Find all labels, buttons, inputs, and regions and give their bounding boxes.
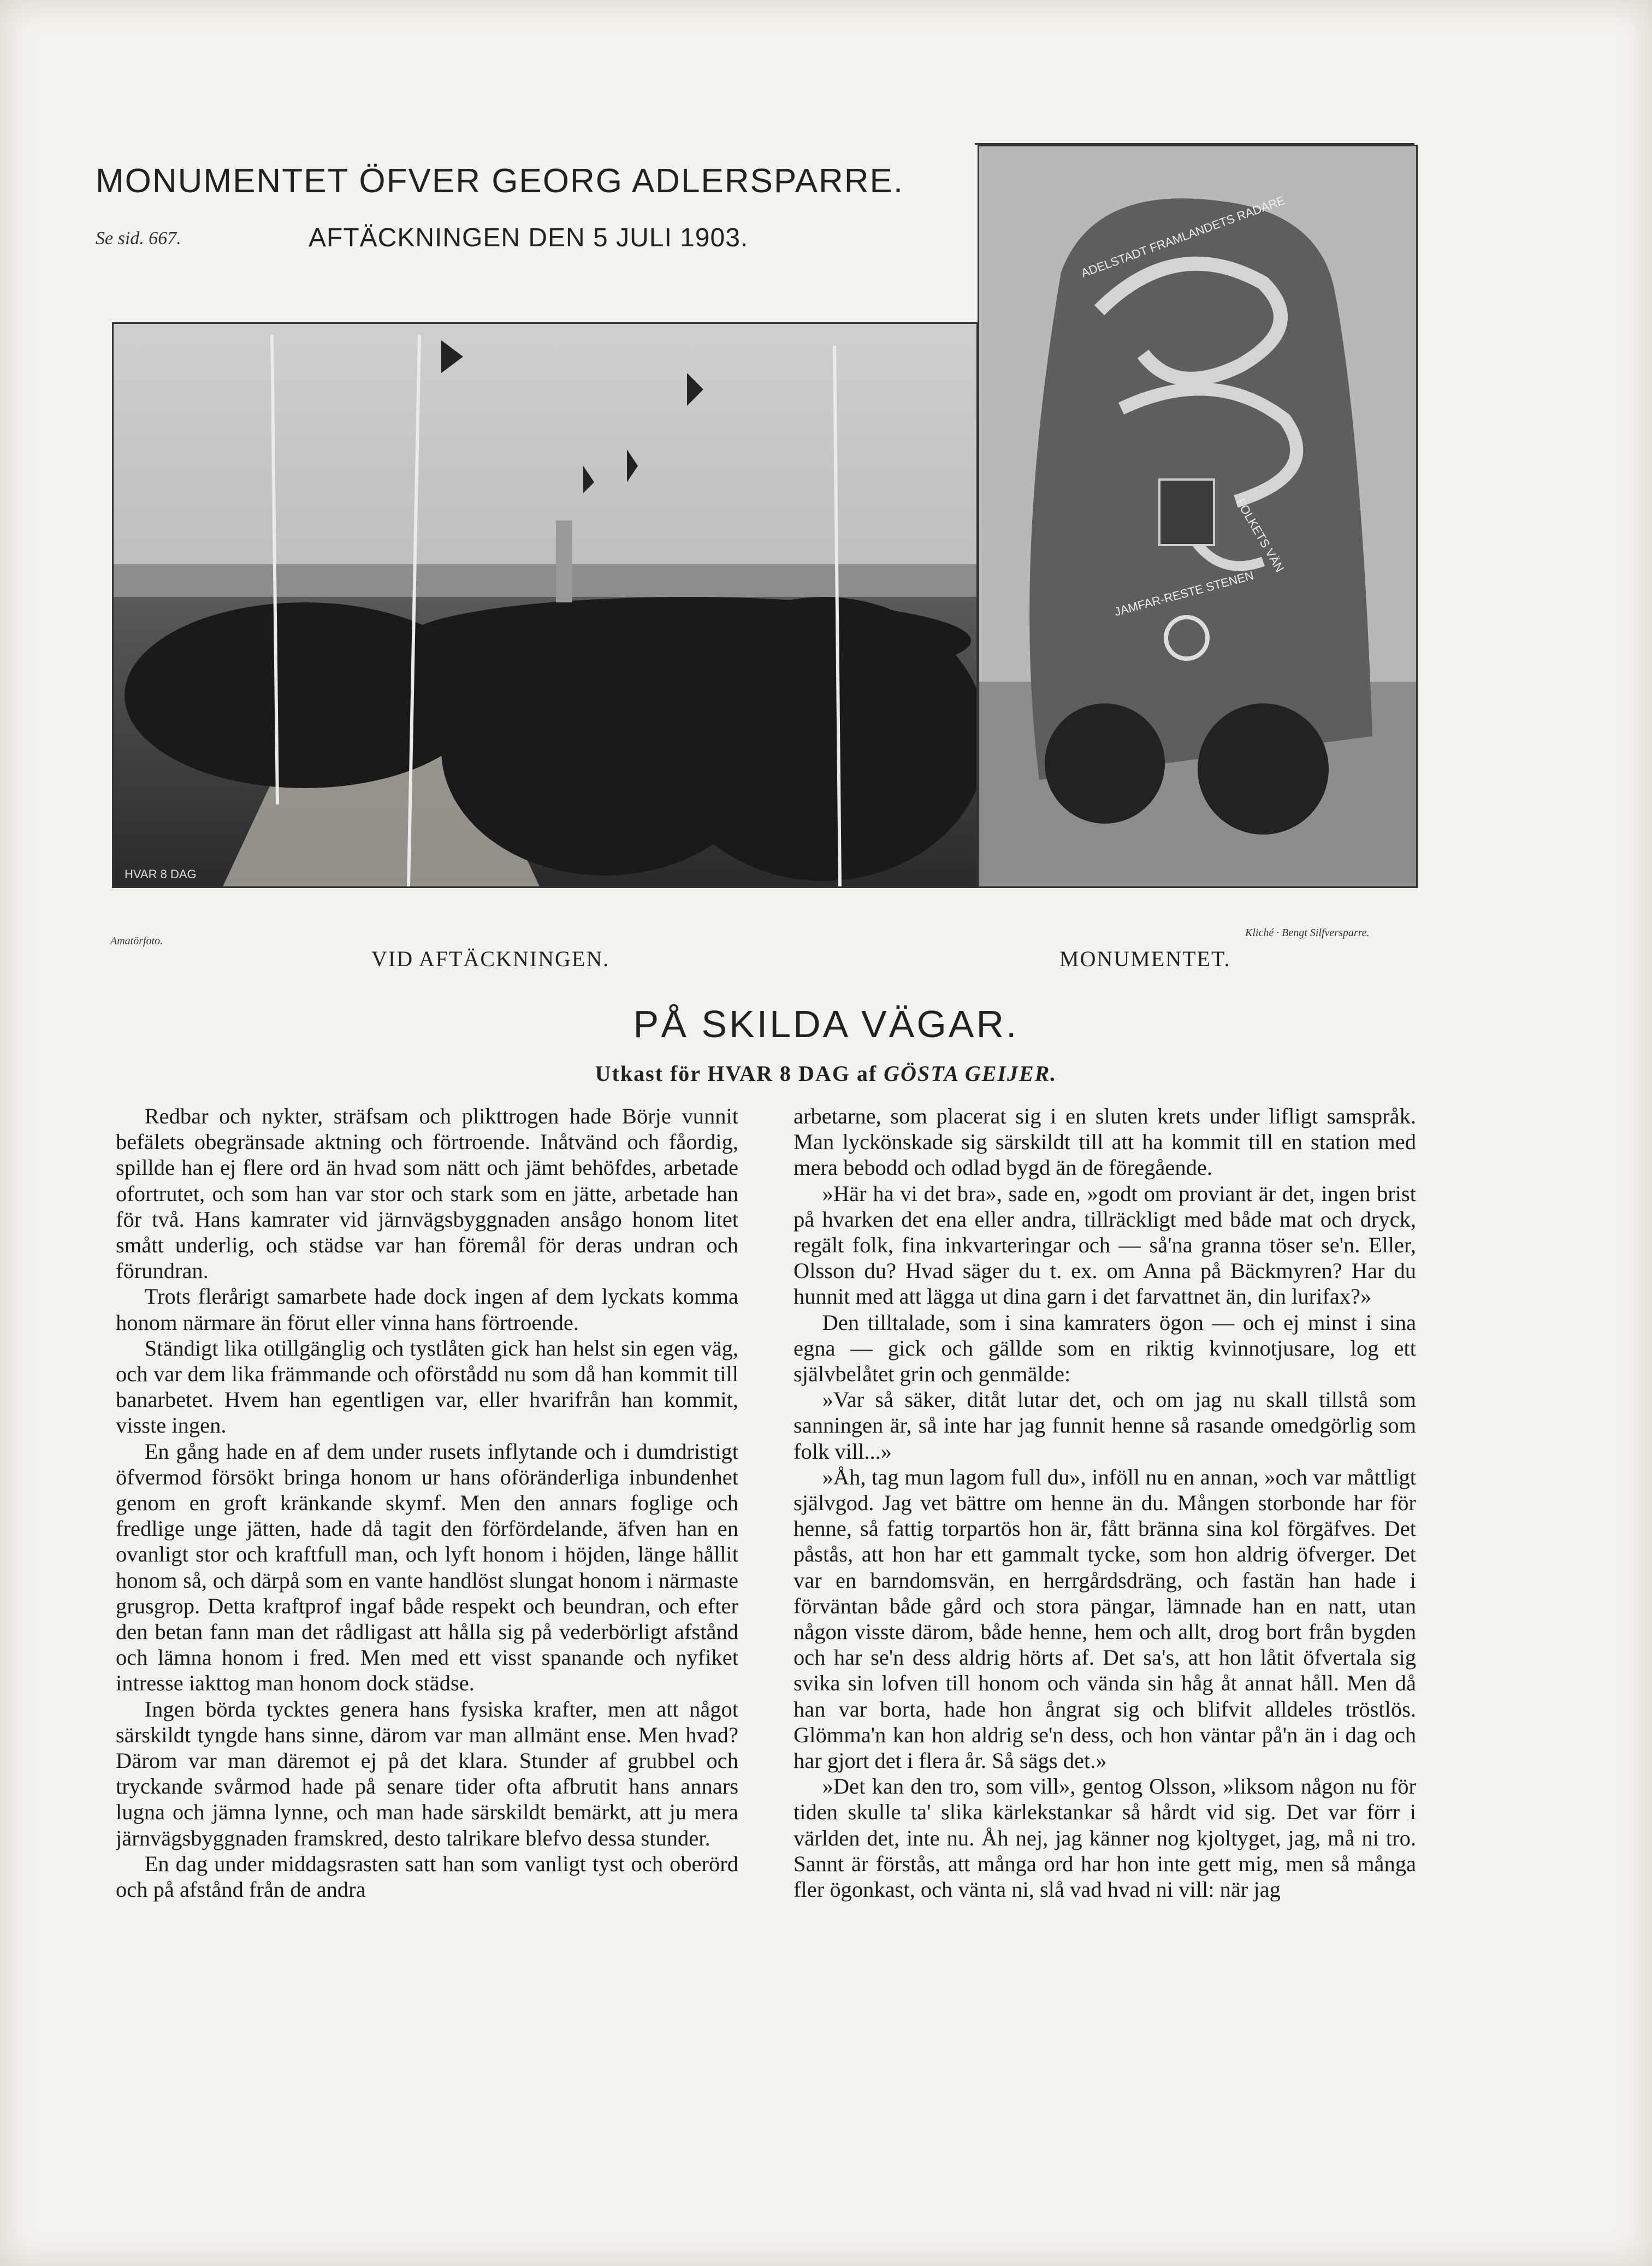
paragraph: Redbar och nykter, sträfsam och plikttrogen hade Börje vunnit befälets obegränsade aktning och förtroende. Inåtvänd och fåordig, spillde han ej flere ord än hvad som nätt och jämt behöfdes, arbetade ofortrutet, och som han var stor och stark som en jätte, arbetade han för två. Hans kamrater vid järnvägsbyggnaden ansågo honom litet smått underlig, och städse var han föremål för deras undran och förundran. <box>116 1104 738 1283</box>
caption-right: MONUMENTET. <box>1059 946 1231 971</box>
photo-watermark: HVAR 8 DAG <box>125 867 197 881</box>
byline-author: GÖSTA GEIJER. <box>884 1061 1057 1086</box>
monument-inscription-3: JAMFAR-RESTE STENEN <box>1112 568 1256 619</box>
paragraph: En dag under middagsrasten satt han som vanligt tyst och oberörd och på afstånd från de andra <box>116 1851 738 1902</box>
photo-credit-left: Amatörfoto. <box>110 935 163 947</box>
article-column-left <box>116 1103 738 2168</box>
crowd-photo <box>112 322 978 888</box>
paragraph: Ingen börda tycktes genera hans fysiska krafter, men att något särskildt tyngde hans sinne, därom var man allmänt ense. Men hvad? Därom var man däremot ej på det klara. Stunder af grubbel och tryckande svårmod hade på senare tider ofta afbrutit hans annars lugna och jämna lynne, och man hade särskildt bemärkt, att ju mera järnvägsbyggnaden framskred, desto talrikare blefvo dessa stunder. <box>116 1696 738 1850</box>
paragraph: »Var så säker, ditåt lutar det, och om jag nu skall tillstå som sanningen är, så inte har jag funnit henne så rasande omedgörlig som folk vill...» <box>794 1387 1416 1464</box>
monument-photo <box>978 145 1418 888</box>
paragraph: »Här ha vi det bra», sade en, »godt om proviant är det, ingen brist på hvarken det ena eller andra, tillräckligt med både mat och dryck, regält folk, fina inkvarteringar och — så'na granna töser se'n. Eller, Olsson du? Hvad säger du t. ex. om Anna på Bäckmyren? Har du hunnit med att lägga ut dina garn i det farvattnet än, din lurifax?» <box>794 1181 1416 1309</box>
paragraph: En gång hade en af dem under rusets inflytande och i dumdristigt öfvermod försökt bringa honom ur hans oföränderliga inbundenhet genom en groft kränkande skymf. Men den annars foglige och fredlige unge jätten, hade då tagit den förfördelande, äfven han en ovanligt stor och kraftfull man, och lyft honom i höjden, länge hållit honom så, och därpå som en vante handlöst slungat honom i närmaste grusgrop. Detta kraftprof ingaf både respekt och beundran, och efter den betan fann man det rådligast att hålla sig på vederbörligt afstånd och lämna honom i fred. Men med ett visst spanande och nyfiket intresse iakttog man honom dock städse. <box>116 1439 738 1696</box>
caption-left: VID AFTÄCKNINGEN. <box>371 946 610 971</box>
monument-inscription-1: ADELSTADT FRAMLANDETS RADARE <box>1079 193 1287 280</box>
article-byline <box>0 1061 1652 1086</box>
paragraph: »Det kan den tro, som vill», gentog Olsson, »liksom någon nu för tiden skulle ta' slika kärlekstankar så hårdt vid sig. Det var förr i världen det, inte nu. Åh nej, jag känner nog kjoltyget, jag, må ni tro. Sannt är förstås, att många ord har hon inte gett mig, men så många fler ögonkast, och vänta ni, slå vad hvad ni vill: när jag <box>794 1774 1416 1902</box>
page-title: MONUMENTET ÖFVER GEORG ADLERSPARRE. <box>96 162 904 200</box>
paragraph: Trots flerårigt samarbete hade dock ingen af dem lyckats komma honom närmare än förut eller vinna hans förtroende. <box>116 1284 738 1335</box>
paragraph: arbetarne, som placerat sig i en sluten krets under lifligt samspråk. Man lyckönskade sig särskildt till att ha kommit till en station med mera bebodd och odlad bygd än de föregående. <box>794 1104 1416 1180</box>
page-reference: Se sid. 667. <box>96 228 181 249</box>
paragraph: »Åh, tag mun lagom full du», inföll nu en annan, »och var måttligt självgod. Jag vet bättre om henne än du. Mången storbonde har för henne, så fattig torpartös hon är, fått bränna sina kol förgäfves. Det påstås, att hon har ett gammalt tycke, som hon aldrig öfverger. Det var en barndomsvän, en herrgårdsdräng, och fastän han hade i förväntan både gård och stora pängar, lämnade han en natt, utan någon visste därom, både henne, hem och allt, drog bort från bygden och har se'n dess aldrig hörts af. Det sa's, att hon låtit öfvertala sig svika sin lofven till honom och vända sin håg åt annat håll. Men då han var borta, hade hon ångrat sig och blifvit alldeles tröstlös. Glömma'n kan hon aldrig se'n dess, och hon väntar på'n än i dag och har gjort det i flera år. Så sägs det.» <box>794 1464 1416 1773</box>
paragraph: Den tilltalade, som i sina kamraters ögon — och ej minst i sina egna — gick och gällde som en riktig kvinnotjusare, log ett självbelåtet grin och genmälde: <box>794 1310 1416 1387</box>
article-column-right <box>794 1103 1416 2168</box>
photo-credit-right: Kliché · Bengt Silfversparre. <box>1245 927 1370 939</box>
monument-inscription-2: FOLKETS VÄN <box>1233 496 1287 575</box>
article-title: PÅ SKILDA VÄGAR. <box>633 1003 1019 1045</box>
byline-prefix: Utkast för HVAR 8 DAG af <box>595 1061 878 1086</box>
paragraph: Ständigt lika otillgänglig och tystlåten gick han helst sin egen väg, och var dem lika främmande och oförstådd nu som då han kommit till banarbetet. Hvem han egentligen var, eller hvarifrån han kommit, visste ingen. <box>116 1335 738 1438</box>
page-subtitle: AFTÄCKNINGEN DEN 5 JULI 1903. <box>309 223 749 252</box>
